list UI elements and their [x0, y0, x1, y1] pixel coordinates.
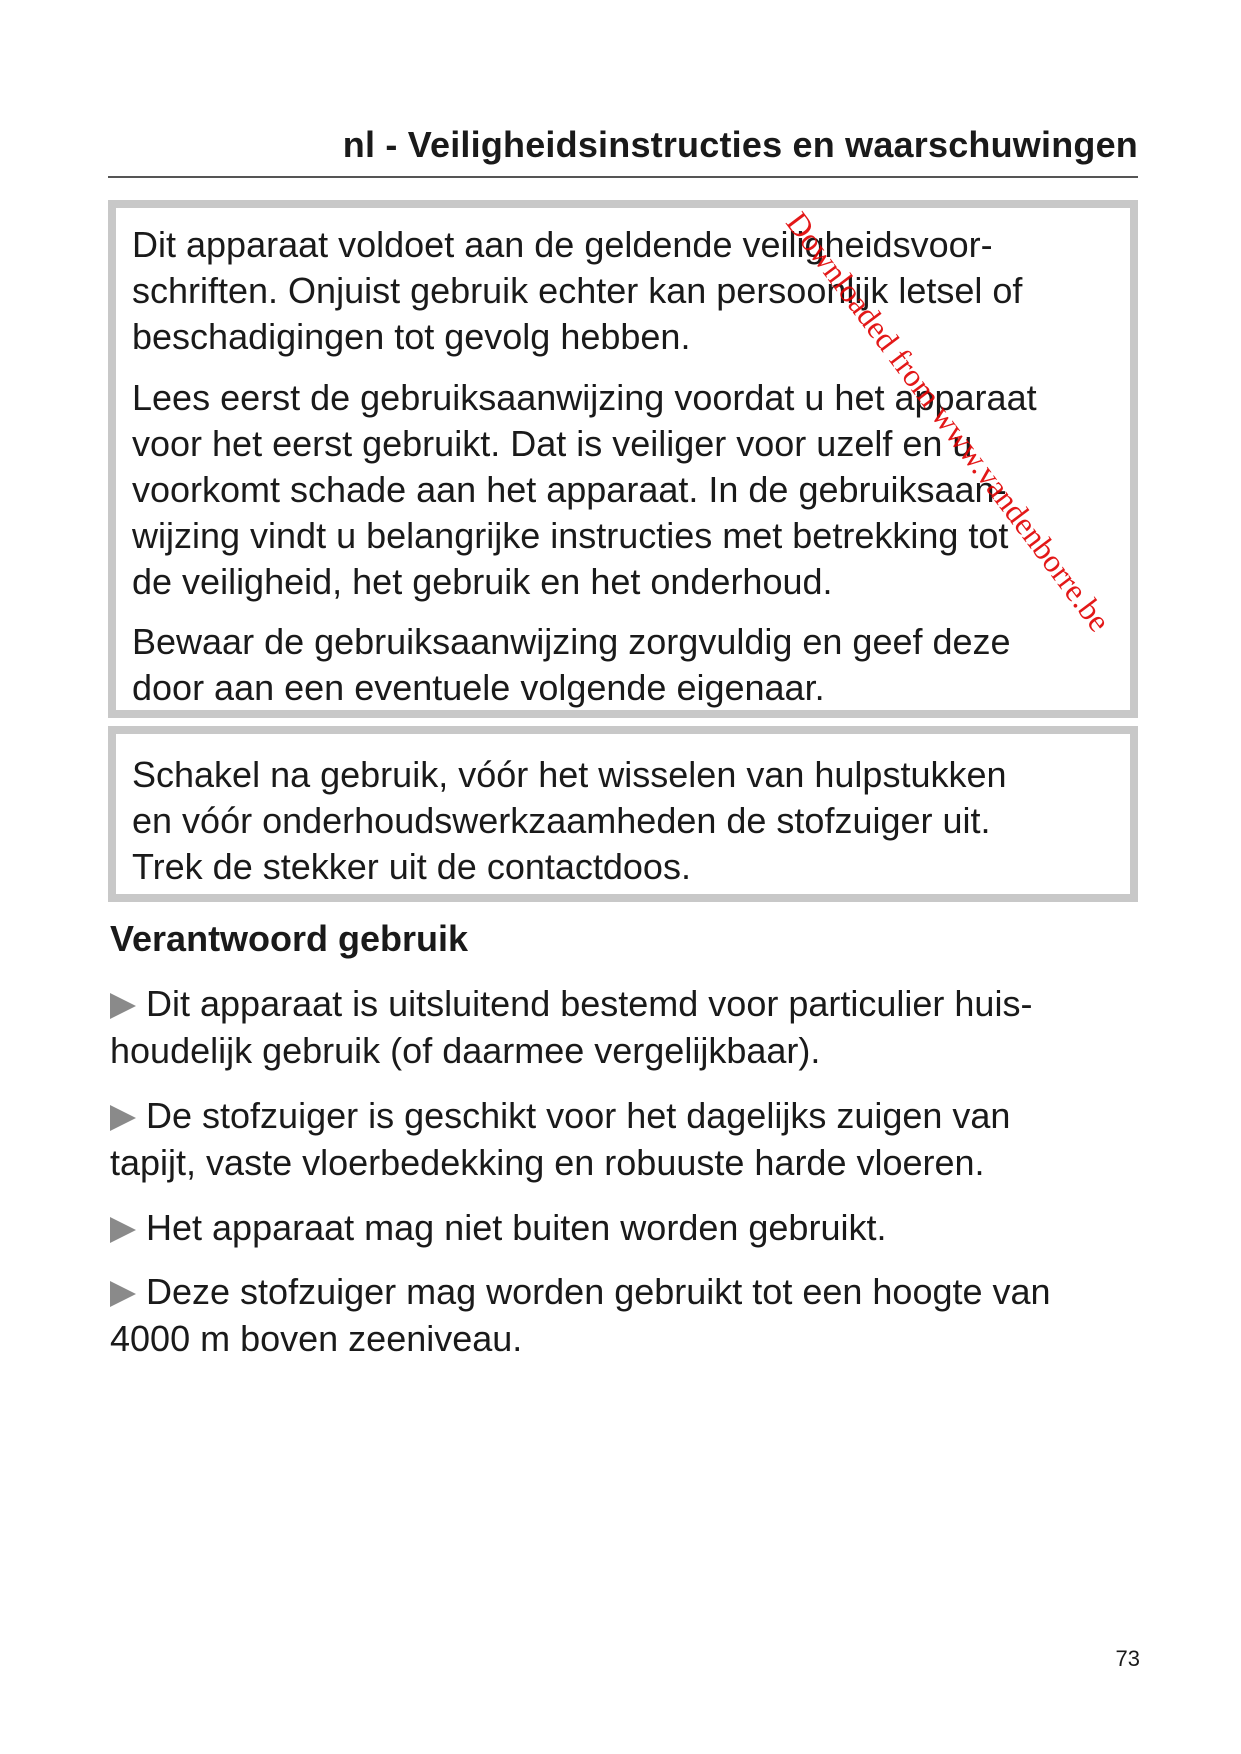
section-heading: Verantwoord gebruik	[110, 918, 469, 959]
list-item-text: Deze stofzuiger mag worden gebruikt tot een hoogte van 4000 m boven zeeniveau.	[110, 1271, 1051, 1359]
list-item-text: De stofzuiger is geschikt voor het dagelijks zuigen van tapijt, vaste vloerbedekking en robuuste harde vloeren.	[110, 1095, 1011, 1183]
list-item	[110, 980, 1150, 1074]
page-header	[108, 118, 1138, 178]
bullet-arrow-icon	[110, 993, 136, 1019]
list-item	[110, 1204, 1150, 1251]
warning-box	[108, 726, 1138, 902]
bullet-arrow-icon	[110, 1217, 136, 1243]
list-item-text: Dit apparaat is uitsluitend bestemd voor particulier huis- houdelijk gebruik (of daarmee vergelijkbaar).	[110, 983, 1033, 1071]
notice-paragraph: Bewaar de gebruiksaanwijzing zorgvuldig en geef deze door aan een eventuele volgende eigenaar.	[132, 621, 1011, 708]
notice-paragraph: Lees eerst de gebruiksaanwijzing voordat u het apparaat voor het eerst gebruikt. Dat is veiliger voor uzelf en u voorkomt schade aan het apparaat. In de gebruiksaan- wijzing vindt u belangrijke instructies met betrekking tot de veiligheid, het gebruik en het onderhoud.	[132, 377, 1037, 602]
warning-text: Schakel na gebruik, vóór het wisselen van hulpstukken en vóór onderhoudswerkzaamheden de stofzuiger uit. Trek de stekker uit de contactdoos.	[132, 754, 1007, 887]
bullet-arrow-icon	[110, 1105, 136, 1131]
list-item	[110, 1268, 1150, 1362]
list-item-text: Het apparaat mag niet buiten worden gebruikt.	[146, 1207, 887, 1248]
bullet-arrow-icon	[110, 1281, 136, 1307]
list-item	[110, 1092, 1150, 1186]
page-number: 73	[1115, 1646, 1140, 1671]
page-title: nl - Veiligheidsinstructies en waarschuwingen	[342, 124, 1138, 165]
notice-paragraph: Dit apparaat voldoet aan de geldende veiligheidsvoor- schriften. Onjuist gebruik echter kan persoonlijk letsel of beschadigingen tot gevolg hebben.	[132, 224, 1023, 357]
download-watermark: Downloaded from www.vandenborre.be	[779, 205, 1118, 639]
